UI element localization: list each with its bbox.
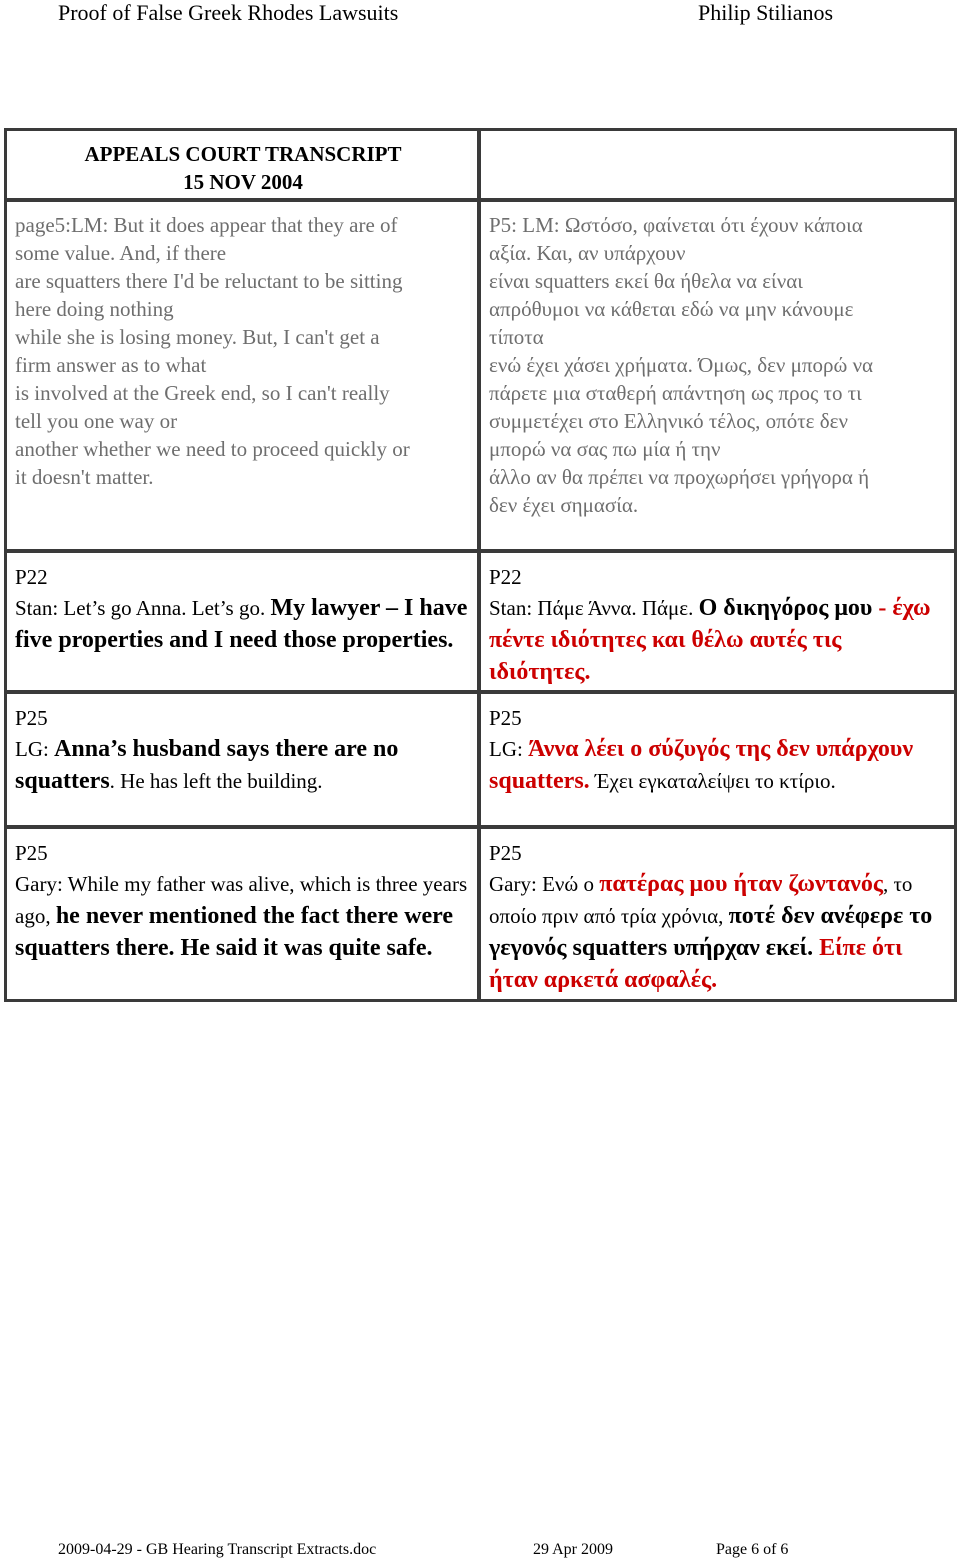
title-line-1: APPEALS COURT TRANSCRIPT <box>84 142 402 166</box>
row3-english-cell <box>4 691 480 828</box>
row2-greek-plain: Stan: Πάμε Άννα. Πάμε. <box>489 596 699 620</box>
row3-greek-cell <box>478 691 957 828</box>
row4-english-bold: he never mentioned the fact there were squatters there. He said it was quite safe. <box>15 903 454 961</box>
header-author: Philip Stilianos <box>698 0 834 25</box>
row1-greek-line: μπορώ να σας πω μία ή την <box>489 437 721 461</box>
row1-greek-line: δεν έχει σημασία. <box>489 493 639 517</box>
row2-greek-page: P22 <box>489 565 522 589</box>
row1-english-line: here doing nothing <box>15 297 174 321</box>
row3-english-bold: Anna’s husband says there are no squatters <box>15 736 399 794</box>
row1-english-line: while she is losing money. But, I can't get a <box>15 325 380 349</box>
row2-greek-cell <box>478 550 957 693</box>
row1-english-line: are squatters there I'd be reluctant to be sitting <box>15 269 403 293</box>
row4-greek-red-2: Είπε ότι ήταν αρκετά ασφαλές. <box>489 935 903 993</box>
title-line-2: 15 NOV 2004 <box>183 170 303 194</box>
row1-english-text <box>15 211 471 491</box>
row1-greek-line: άλλο αν θα πρέπει να προχωρήσει γρήγορα ή <box>489 465 870 489</box>
row1-greek-line: συμμετέχει στο Ελληνικό τέλος, οπότε δεν <box>489 409 848 433</box>
footer-filename: 2009-04-29 - GB Hearing Transcript Extracts.doc <box>58 1541 377 1558</box>
row1-english-line: page5:LM: But it does appear that they are of <box>15 213 398 237</box>
row1-greek-cell <box>478 199 957 552</box>
row4-greek-page: P25 <box>489 841 522 865</box>
row1-greek-text <box>489 211 948 519</box>
row1-english-line: tell you one way or <box>15 409 178 433</box>
row1-english-line: it doesn't matter. <box>15 465 154 489</box>
row2-english-cell <box>4 550 480 693</box>
row1-greek-line: απρόθυμοι να κάθεται εδώ να μην κάνουμε <box>489 297 854 321</box>
row1-english-line: some value. And, if there <box>15 241 227 265</box>
row2-english-plain: Stan: Let’s go Anna. Let’s go. <box>15 596 271 620</box>
row2-english-page: P22 <box>15 565 48 589</box>
row1-greek-line: τίποτα <box>489 325 544 349</box>
row4-english-page: P25 <box>15 841 48 865</box>
row1-english-line: is involved at the Greek end, so I can't really <box>15 381 390 405</box>
row3-greek-plain: Έχει εγκαταλείψει το κτίριο. <box>589 769 836 793</box>
title-cell-empty <box>478 128 957 201</box>
row3-english-page: P25 <box>15 706 48 730</box>
title-cell <box>4 128 480 201</box>
row4-greek-bold: ποτέ δεν ανέφερε το γεγονός squatters υπήρχαν εκεί. <box>489 903 933 961</box>
row1-greek-line: P5: LM: Ωστόσο, φαίνεται ότι έχουν κάποια <box>489 213 863 237</box>
row1-english-cell <box>4 199 480 552</box>
row1-greek-line: αξία. Και, αν υπάρχουν <box>489 241 686 265</box>
row1-greek-line: είναι squatters εκεί θα ήθελα να είναι <box>489 269 803 293</box>
row4-greek-plain-2: , το οποίο πριν από τρία χρόνια, <box>489 872 913 928</box>
row3-english-plain: . He has left the building. <box>109 769 323 793</box>
row4-english-plain: Gary: While my father was alive, which is three years ago, <box>15 872 468 928</box>
row2-english-bold: My lawyer – I have five properties and I need those properties. <box>15 595 468 653</box>
footer-date: 29 Apr 2009 <box>533 1541 613 1558</box>
row1-greek-line: ενώ έχει χάσει χρήματα. Όμως, δεν μπορώ να <box>489 353 874 377</box>
row2-greek-bold: Ο δικηγόρος μου <box>698 595 873 621</box>
row2-greek-red: - έχω πέντε ιδιότητες και θέλω αυτές τις ιδιότητες. <box>489 595 931 685</box>
header-title: Proof of False Greek Rhodes Lawsuits <box>58 0 399 25</box>
footer-page-number: Page 6 of 6 <box>716 1541 789 1558</box>
row3-greek-speaker: LG: <box>489 737 529 761</box>
row4-greek-red-1: πατέρας μου ήταν ζωντανός <box>599 871 883 897</box>
row4-english-cell <box>4 826 480 1002</box>
row4-greek-cell <box>478 826 957 1002</box>
row3-greek-red: Άννα λέει ο σύζυγός της δεν υπάρχουν squatters. <box>489 736 914 794</box>
row1-english-line: firm answer as to what <box>15 353 207 377</box>
row1-greek-line: πάρετε μια σταθερή απάντηση ως προς το τι <box>489 381 862 405</box>
row3-english-speaker: LG: <box>15 737 55 761</box>
row4-greek-plain-1: Gary: Ενώ ο <box>489 872 600 896</box>
row1-english-line: another whether we need to proceed quickly or <box>15 437 410 461</box>
row3-greek-page: P25 <box>489 706 522 730</box>
